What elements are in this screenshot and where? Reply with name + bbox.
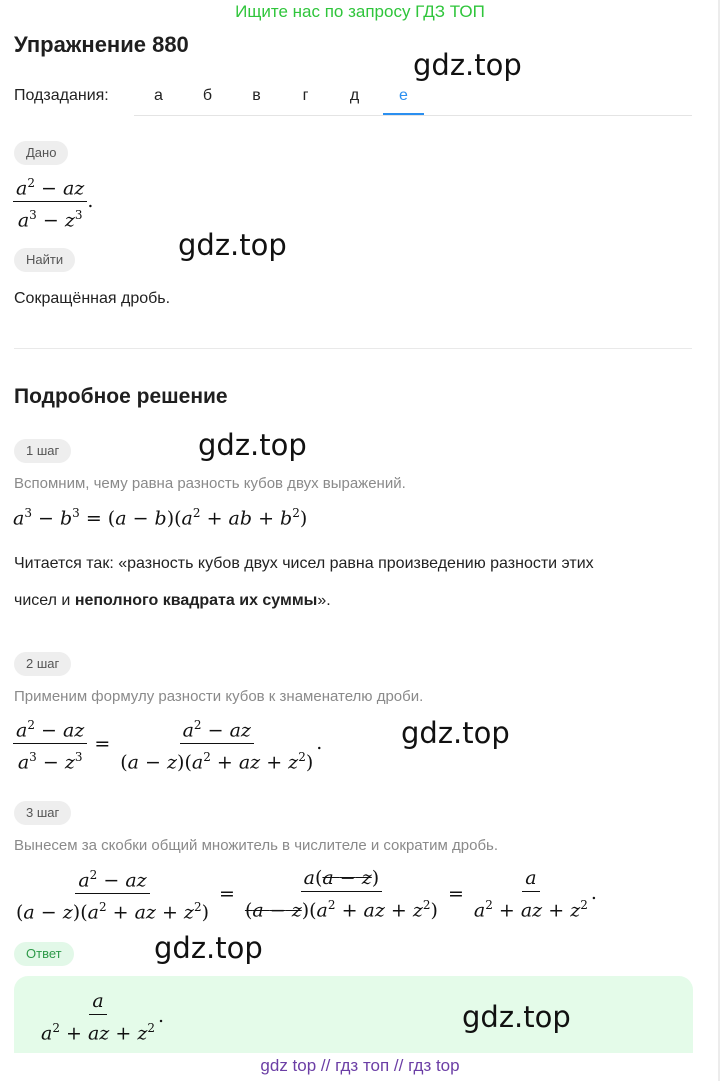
watermark: gdz.top xyxy=(401,716,510,750)
tab-v[interactable]: в xyxy=(252,87,261,104)
promo-banner: Ищите нас по запросу ГДЗ ТОП xyxy=(235,2,485,21)
tab-b[interactable]: б xyxy=(202,87,213,104)
tab-d[interactable]: д xyxy=(349,87,360,104)
footer-links[interactable]: gdz top // гдз топ // гдз top xyxy=(0,1053,720,1081)
step2-formula: $\frac{a^2 - az}{a^3 - z^3}$ = $\frac{a^2 - az}{(a - z)(a^2 + az + z^2)}$ . xyxy=(13,714,322,774)
find-text: Сокращённая дробь. xyxy=(14,290,171,307)
step1-pill: 1 шаг xyxy=(14,439,71,463)
page-title: Упражнение 880 xyxy=(14,32,189,57)
subtask-tabs xyxy=(134,78,692,116)
step1-text-line1: Читается так: «разность кубов двух чисел равна произведению разности этих xyxy=(14,555,594,572)
step1-hint: Вспомним, чему равна разность кубов двух выражений. xyxy=(14,475,406,492)
step1-text-plain: чисел и xyxy=(14,592,75,609)
watermark: gdz.top xyxy=(198,428,307,462)
find-pill: Найти xyxy=(14,248,75,272)
tab-e[interactable]: е xyxy=(383,78,424,115)
tab-g[interactable]: г xyxy=(302,87,309,104)
step3-pill: 3 шаг xyxy=(14,801,71,825)
step1-formula: $a^3 - b^3 = (a - b)(a^2$ + ab + $b^2$) xyxy=(13,506,308,530)
step1-text-bold: неполного квадрата их суммы xyxy=(74,592,318,609)
watermark: gdz.top xyxy=(178,228,287,262)
answer-pill: Ответ xyxy=(14,942,74,966)
step2-pill: 2 шаг xyxy=(14,652,71,676)
watermark: gdz.top xyxy=(413,48,522,82)
step1-text-end: ». xyxy=(317,592,331,609)
watermark: gdz.top xyxy=(462,1000,571,1034)
given-fraction: $\frac{a^2 - az}{a^3 - z^3}$ . xyxy=(13,172,93,232)
tab-a[interactable]: а xyxy=(154,87,163,104)
step3-formula: $\frac{a^2 - az}{(a - z)(a^2 + az + z^2)}$ = $\frac{a(a - z)}{(a - z)(a^2 + az + z^2)}$ = $\frac{a}{a^2 + az + z^2}$ . xyxy=(13,864,597,924)
step2-hint: Применим формулу разности кубов к знаменателю дроби. xyxy=(14,688,424,705)
given-pill: Дано xyxy=(14,141,68,165)
watermark: gdz.top xyxy=(154,931,263,965)
answer-fraction: $\frac{a}{a^2 + az + z^2}$ . xyxy=(41,990,165,1045)
divider xyxy=(14,348,692,349)
step3-hint: Вынесем за скобки общий множитель в числителе и сократим дробь. xyxy=(14,837,499,854)
solution-heading: Подробное решение xyxy=(14,385,228,408)
step1-text-line2 xyxy=(14,592,331,610)
subtasks-label: Подзадания: xyxy=(14,87,109,104)
